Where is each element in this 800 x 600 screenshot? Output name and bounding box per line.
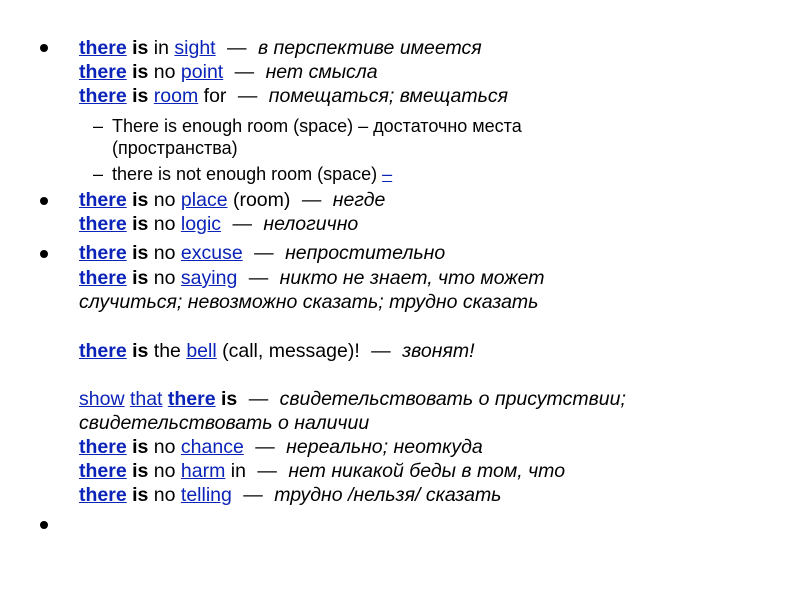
word-is: is [132, 189, 149, 211]
link-there[interactable]: there [79, 436, 127, 458]
word-is: is [132, 242, 149, 264]
word-no: no [153, 436, 176, 458]
translation: трудно /нельзя/ сказать [274, 484, 502, 506]
translation: нет никакой беды в том, что [288, 460, 566, 482]
word-is: is [132, 213, 149, 235]
line-there-is-no-logic [79, 212, 358, 236]
translation: помещаться; вмещаться [268, 85, 509, 107]
translation: свидетельствовать о наличии [79, 412, 370, 434]
word-for: for [203, 85, 227, 107]
translation: случиться; невозможно сказать; трудно сказать [79, 291, 539, 313]
word-is: is [132, 61, 149, 83]
translation: негде [332, 189, 386, 211]
sub-dash-1: – [93, 116, 104, 136]
word-no: no [153, 267, 176, 289]
em-dash: — [234, 61, 255, 83]
word-no: no [153, 242, 176, 264]
translation: нелогично [263, 213, 359, 235]
word-no: no [153, 484, 176, 506]
word-is: is [132, 436, 149, 458]
sub-line-enough-room-cont: (пространства) [112, 138, 238, 158]
em-dash: — [248, 388, 269, 410]
word-is: is [132, 340, 149, 362]
em-dash: — [254, 242, 274, 264]
word-in: in [153, 37, 169, 59]
line-there-is-no-excuse [79, 241, 445, 265]
word-no: no [153, 213, 176, 235]
bullet-4-empty [40, 521, 48, 529]
link-telling[interactable]: telling [180, 484, 232, 506]
link-that[interactable]: that [129, 388, 163, 410]
sub-line-not-enough-room [112, 162, 392, 186]
link-harm[interactable]: harm [180, 460, 226, 482]
link-saying[interactable]: saying [180, 267, 238, 289]
link-show[interactable]: show [79, 388, 125, 410]
word-call-message: (call, message)! [222, 340, 360, 362]
translation: звонят! [402, 340, 475, 362]
word-no: no [153, 460, 176, 482]
word-is: is [132, 37, 149, 59]
link-there[interactable]: there [79, 340, 127, 362]
bullet-3 [40, 250, 48, 258]
sub-dash-2: – [93, 164, 104, 184]
link-room[interactable]: room [153, 85, 199, 107]
em-dash: — [227, 37, 247, 59]
line-there-is-no-harm [79, 459, 565, 483]
word-the: the [153, 340, 181, 362]
link-there[interactable]: there [167, 388, 216, 410]
translation: непростительно [285, 242, 446, 264]
line-translation-continuation [79, 290, 538, 314]
line-there-is-no-telling [79, 483, 501, 507]
link-bell[interactable]: bell [186, 340, 217, 362]
link-point[interactable]: point [180, 61, 224, 83]
sub-line-enough-room: There is enough room (space) – достаточно места [112, 116, 522, 136]
line-there-is-the-bell [79, 339, 475, 363]
translation: свидетельствовать о присутствии; [279, 388, 626, 410]
link-logic[interactable]: logic [180, 213, 222, 235]
word-is: is [132, 484, 149, 506]
translation: нереально; неоткуда [286, 436, 483, 458]
word-is: is [132, 460, 149, 482]
em-dash: — [371, 340, 391, 362]
bullet-1 [40, 44, 48, 52]
line-there-is-no-place [79, 188, 385, 212]
word-is: is [221, 388, 238, 410]
em-dash: — [232, 213, 252, 235]
em-dash: — [243, 484, 263, 506]
link-there[interactable]: there [79, 213, 127, 235]
translation: нет смысла [265, 61, 378, 83]
line-there-is-room-for [79, 84, 508, 108]
link-sight[interactable]: sight [174, 37, 216, 59]
line-there-is-no-saying [79, 266, 545, 290]
em-dash: — [237, 85, 258, 107]
em-dash: — [255, 436, 275, 458]
word-is: is [132, 85, 149, 107]
link-there[interactable]: there [79, 267, 127, 289]
link-there[interactable]: there [79, 61, 127, 83]
link-there[interactable]: there [79, 37, 127, 59]
em-dash: — [257, 460, 277, 482]
sub-text: there is not enough room (space) [112, 164, 383, 184]
link-there[interactable]: there [79, 85, 127, 107]
word-room: (room) [232, 189, 291, 211]
em-dash: — [248, 267, 269, 289]
line-there-is-in-sight [79, 36, 482, 60]
bullet-2 [40, 197, 48, 205]
word-in: in [230, 460, 246, 482]
line-there-is-no-chance [79, 435, 483, 459]
link-chance[interactable]: chance [180, 436, 244, 458]
link-there[interactable]: there [79, 242, 127, 264]
link-there[interactable]: there [79, 460, 127, 482]
word-no: no [153, 61, 176, 83]
translation: никто не знает, что может [279, 267, 545, 289]
line-show-that-there-is [79, 387, 626, 411]
word-is: is [132, 267, 149, 289]
link-place[interactable]: place [180, 189, 228, 211]
line-translation-continuation [79, 411, 369, 435]
link-there[interactable]: there [79, 189, 127, 211]
link-there[interactable]: there [79, 484, 127, 506]
translation: в перспективе имеется [257, 37, 482, 59]
line-there-is-no-point [79, 60, 378, 84]
link-excuse[interactable]: excuse [180, 242, 243, 264]
link-dash[interactable]: – [382, 164, 393, 184]
em-dash: — [301, 189, 322, 211]
word-no: no [153, 189, 176, 211]
